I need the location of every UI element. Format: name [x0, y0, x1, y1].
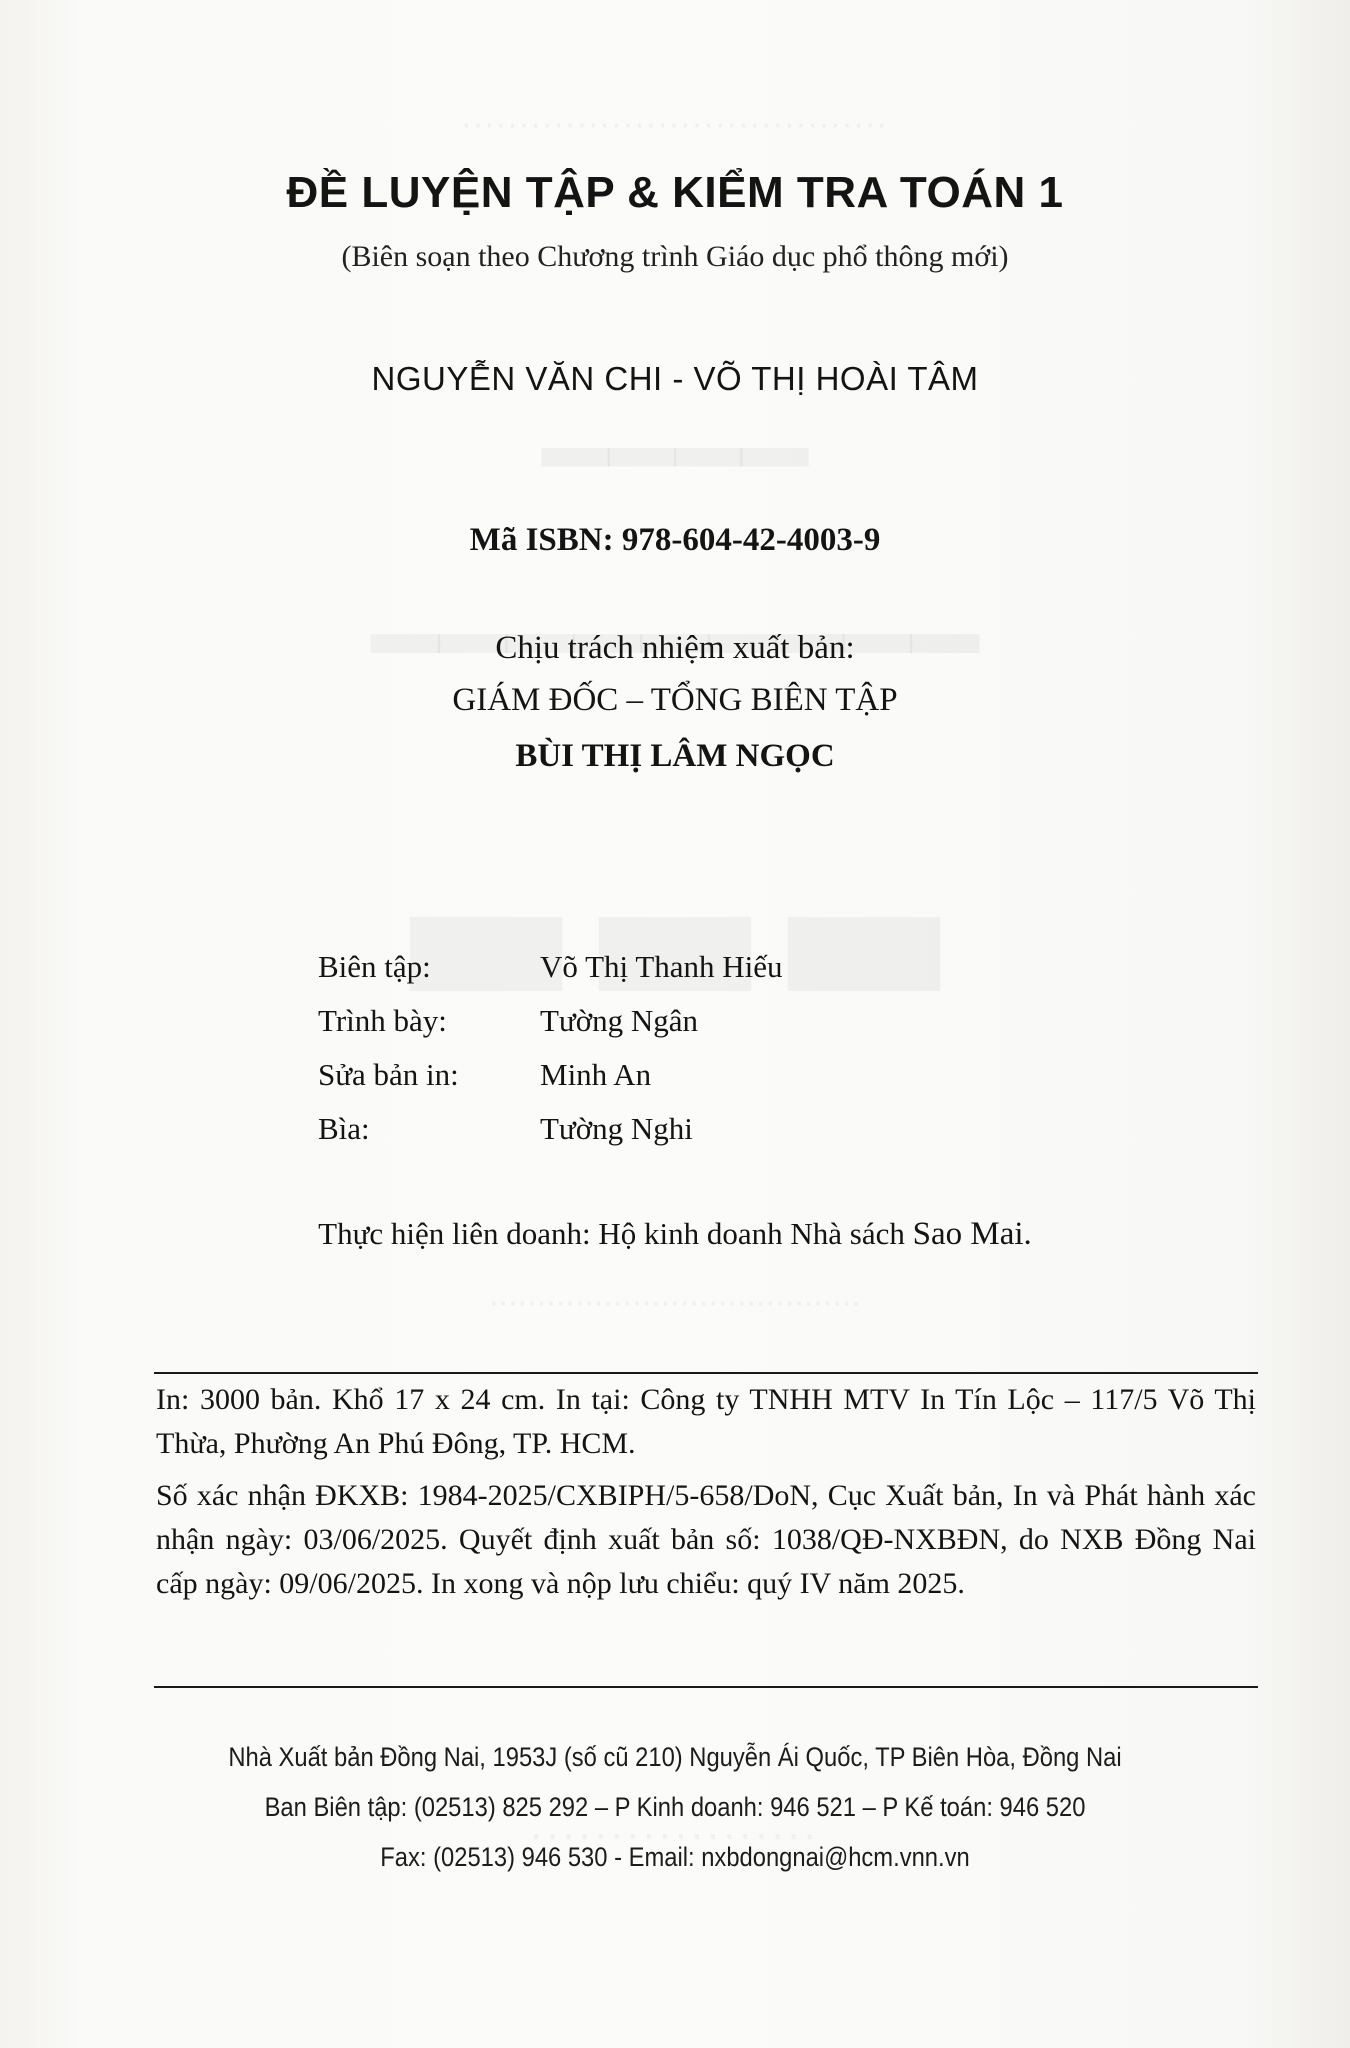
isbn-label: Mã ISBN:	[469, 522, 614, 558]
publisher-contact: Fax: (02513) 946 530 - Email: nxbdongnai@hcm.vnn.vn	[380, 1842, 970, 1872]
staff-role: Trình bày:	[318, 1003, 447, 1038]
joint-venture-line	[0, 1216, 1350, 1253]
joint-venture-label: Thực hiện liên doanh: Hộ kinh doanh Nhà sách	[318, 1216, 905, 1251]
joint-venture-value: Sao Mai.	[912, 1216, 1032, 1252]
staff-name: Minh An	[540, 1057, 652, 1092]
isbn-line	[0, 522, 1350, 559]
staff-role: Bìa:	[318, 1111, 370, 1146]
book-title: ĐỀ LUYỆN TẬP & KIỂM TRA TOÁN 1	[286, 168, 1064, 217]
imprint-block	[156, 1378, 1256, 1606]
show-through-line	[0, 112, 1350, 142]
staff-row-layout	[318, 994, 783, 1048]
registration-info: Số xác nhận ĐKXB: 1984-2025/CXBIPH/5-658/DoN, Cục Xuất bản, In và Phát hành xác nhận ngày: 03/06/2025. Quyết định xuất bản số: 1038/QĐ-NXBĐN, do NXB Đồng Nai cấp ngày: 09/06/2025. In xong và nộp lưu chiểu: quý IV năm 2025.	[156, 1479, 1256, 1600]
staff-name: Tường Nghi	[540, 1111, 693, 1146]
staff-name: Tường Ngân	[540, 1003, 699, 1038]
responsibility-name: BÙI THỊ LÂM NGỌC	[515, 738, 835, 774]
staff-role: Biên tập:	[318, 949, 431, 984]
staff-row-cover	[318, 1102, 783, 1156]
show-through-shape	[0, 402, 1350, 512]
print-info: In: 3000 bản. Khổ 17 x 24 cm. In tại: Công ty TNHH MTV In Tín Lộc – 117/5 Võ Thị Thừa, Phường An Phú Đông, TP. HCM.	[156, 1383, 1256, 1460]
staff-list	[318, 940, 783, 1156]
publisher-address: Nhà Xuất bản Đồng Nai, 1953J (số cũ 210) Nguyễn Ái Quốc, TP Biên Hòa, Đồng Nai	[228, 1742, 1122, 1772]
book-subtitle: (Biên soạn theo Chương trình Giáo dục phổ thông mới)	[341, 240, 1009, 273]
book-authors: NGUYỄN VĂN CHI - VÕ THỊ HOÀI TÂM	[371, 360, 979, 397]
staff-name: Võ Thị Thanh Hiếu	[540, 949, 783, 984]
staff-row-editor	[318, 940, 783, 994]
bottom-divider	[154, 1686, 1258, 1688]
show-through-line	[0, 1290, 1350, 1320]
publisher-phones: Ban Biên tập: (02513) 825 292 – P Kinh doanh: 946 521 – P Kế toán: 946 520	[264, 1792, 1086, 1822]
responsibility-label: Chịu trách nhiệm xuất bản:	[495, 630, 855, 666]
top-divider	[154, 1372, 1258, 1374]
isbn-value: 978-604-42-4003-9	[621, 522, 881, 558]
responsibility-role: GIÁM ĐỐC – TỔNG BIÊN TẬP	[452, 682, 898, 718]
staff-row-proofreader	[318, 1048, 783, 1102]
staff-role: Sửa bản in:	[318, 1057, 459, 1092]
